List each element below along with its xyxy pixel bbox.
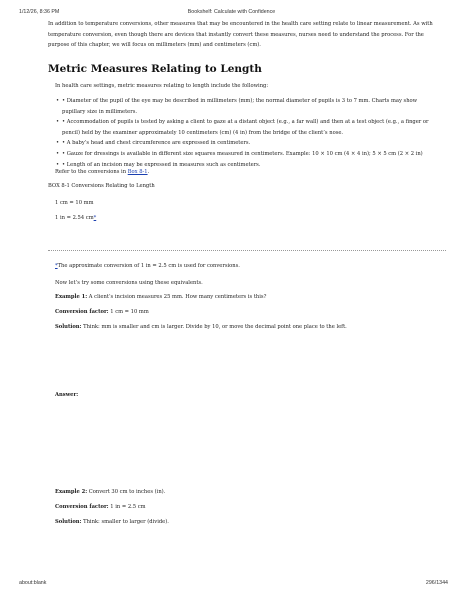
print-title: Bookshelf: Calculate with Confidence xyxy=(187,9,276,15)
bullet-icon: • xyxy=(56,98,60,104)
solution-1: Solution: Think: mm is smaller and cm is larger. Divide by 10, or move the decimal point one place to the left. xyxy=(55,324,347,330)
intro-paragraph: In addition to temperature conversions, other measures that may be encountered in the health care setting relate to linear measurement. As with temperature conversion, even though there are devices that instantly convert these measures, nurses need to understand the process. For the purpose of this chapter, we will focus on millimeters (mm) and centimeters (cm). xyxy=(48,21,433,49)
conversion-cm-mm: 1 cm = 10 mm xyxy=(55,200,94,206)
list-item: • • Accommodation of pupils is tested by asking a client to gaze at a distant object (e.g., a far wall) and then at a test object (e.g., a finger or pencil) held by the examiner approximately 10 centimeters (cm) (4 in) from the bridge of the client’s nose. xyxy=(56,119,429,136)
conversion-in-cm: 1 in = 2.54 cm* xyxy=(55,215,97,221)
list-item: • • A baby’s head and chest circumference are expressed in centimeters. xyxy=(62,138,442,149)
list-item: • • Diameter of the pupil of the eye may be described in millimeters (mm); the normal diameter of pupils is 3 to 7 mm. Charts may show pupillary size in millimeters. xyxy=(56,98,418,115)
print-source-url: about:blank xyxy=(19,580,47,586)
conversion-factor-2: Conversion factor: 1 in = 2.5 cm xyxy=(55,504,146,510)
bullet-icon: • xyxy=(56,119,60,126)
footnote: *The approximate conversion of 1 in = 2.5 cm is used for conversions. xyxy=(55,263,240,269)
bullet-icon: • xyxy=(56,140,60,147)
list-item: • • Length of an incision may be expressed in measures such as centimeters. xyxy=(62,160,442,171)
solution-2: Solution: Think: smaller to larger (divide). xyxy=(55,519,169,525)
page-number: 296/1344 xyxy=(425,580,448,586)
example-2: Example 2: Convert 30 cm to inches (in). xyxy=(55,489,166,495)
footnote-back-link[interactable]: * xyxy=(55,263,58,269)
bullet-icon: • xyxy=(56,161,60,168)
try-paragraph: Now let’s try some conversions using these equivalents. xyxy=(55,280,203,286)
box-8-1-link[interactable]: Box 8-1 xyxy=(127,169,148,175)
example-1: Example 1: A client’s incision measures 25 mm. How many centimeters is this? xyxy=(55,294,267,300)
footnote-divider xyxy=(48,250,446,251)
lead-paragraph: In health care settings, metric measures relating to length include the following: xyxy=(55,83,269,89)
list-item: • • Gauze for dressings is available in different size squares measured in centimeters. Example: 10 × 10 cm (4 × 4 in); 5 × 5 cm (2 × 2 in) xyxy=(62,149,442,160)
box-title: BOX 8-1 Conversions Relating to Length xyxy=(48,183,155,189)
footnote-ref-link[interactable]: * xyxy=(93,215,97,221)
refer-paragraph: Refer to the conversions in Box 8-1. xyxy=(55,169,150,175)
conversion-factor-1: Conversion factor: 1 cm = 10 mm xyxy=(55,309,149,315)
section-heading: Metric Measures Relating to Length xyxy=(48,63,262,75)
length-measures-list xyxy=(56,96,442,170)
answer-label: Answer: xyxy=(55,392,79,398)
bullet-icon: • xyxy=(56,150,60,157)
print-datetime: 1/12/26, 8:36 PM xyxy=(19,9,60,15)
